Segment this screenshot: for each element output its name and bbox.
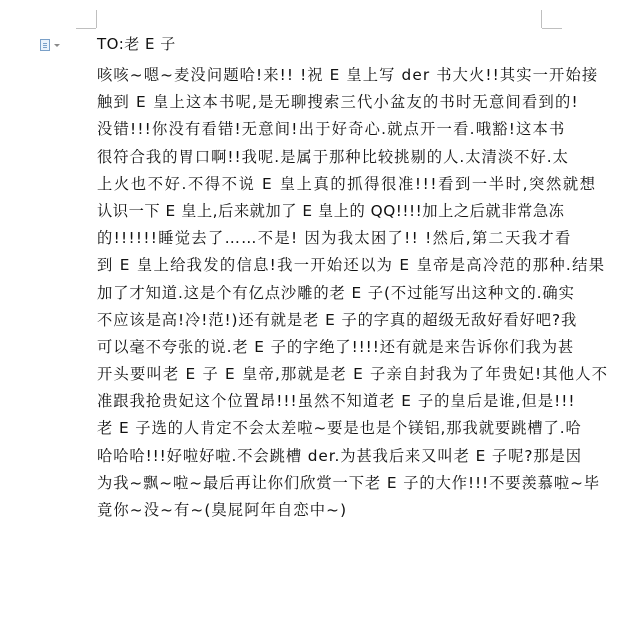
text-line: 触到 E 皇上这本书呢,是无聊搜索三代小盆友的书时无意间看到的! [97,93,579,112]
page-icon [40,39,50,51]
text-line: 很符合我的胃口啊!!我呢.是属于那种比较挑剔的人.太清淡不好.太 [97,147,569,166]
text-line: 没错!!!你没有看错!无意间!出于好奇心.就点开一看.哦豁!这本书 [97,120,566,139]
crop-mark-top-left [76,28,96,29]
text-line: 可以毫不夸张的说.老 E 子的字绝了!!!!还有就是来告诉你们我为甚 [97,337,575,356]
crop-mark-top-right [542,28,562,29]
text-line: 哈哈哈!!!好啦好啦.不会跳槽 der.为甚我后来又叫老 E 子呢?那是因 [97,446,582,465]
document-icon[interactable] [40,38,64,52]
text-line: 认识一下 E 皇上,后来就加了 E 皇上的 QQ!!!!加上之后就非常急冻 [97,201,565,220]
text-line: 不应该是高!冷!范!)还有就是老 E 子的字真的超级无敌好看好吧?我 [97,310,578,329]
chevron-down-icon [54,44,60,47]
text-line: 开头要叫老 E 子 E 皇帝,那就是老 E 子亲自封我为了年贵妃!其他人不 [97,365,609,384]
text-line: 竟你~没~有~(臭屁阿年自恋中~) [97,501,348,519]
text-line: 加了才知道.这是个有亿点沙雕的老 E 子(不过能写出这种文的.确实 [97,283,575,302]
text-line: 的!!!!!!睡觉去了……不是! 因为我太困了!! !然后,第二天我才看 [97,229,572,248]
text-line: 咳咳~嗯~麦没问题哈!来!! !祝 E 皇上写 der 书大火!!其实一开始接 [97,66,599,84]
text-line: 老 E 子选的人肯定不会太差啦~要是也是个镁铝,那我就要跳槽了.哈 [97,419,582,438]
crop-mark-top-right [541,10,542,28]
crop-mark-top-left [96,10,97,28]
text-line: 到 E 皇上给我发的信息!我一开始还以为 E 皇帝是高冷范的那种.结果 [97,256,606,275]
text-line: 上火也不好.不得不说 E 皇上真的抓得很准!!!看到一半时,突然就想 [97,174,597,193]
text-line: 准跟我抢贵妃这个位置昂!!!虽然不知道老 E 子的皇后是谁,但是!!! [97,392,576,411]
document-heading: TO:老 E 子 [97,35,176,53]
text-line: 为我~飘~啦~最后再让你们欣赏一下老 E 子的大作!!!不要羡慕啦~毕 [97,473,600,492]
document-body [97,62,609,524]
